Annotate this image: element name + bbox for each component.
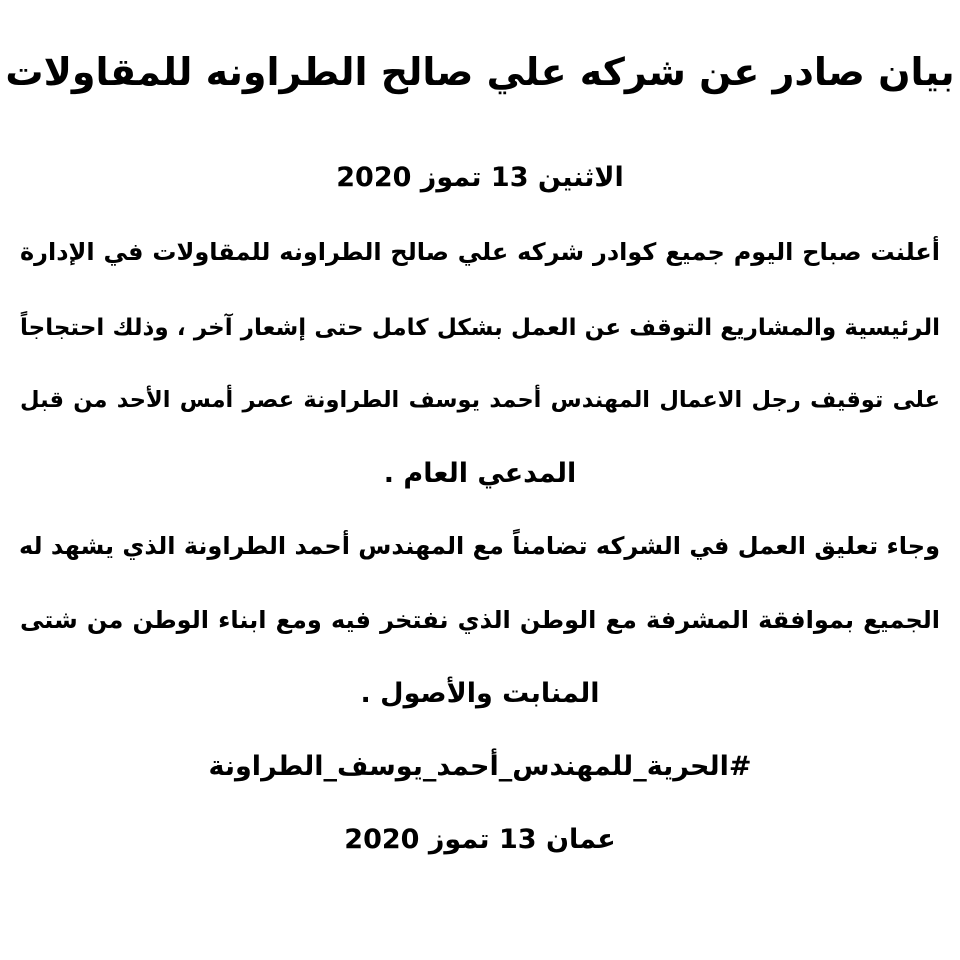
paragraph-2-line-1: وجاء تعليق العمل في الشركه تضامناً مع المهندس أحمد الطراونة الذي يشهد له xyxy=(18,532,940,560)
paragraph-1-line-4: المدعي العام . xyxy=(383,458,577,489)
paragraph-2-line-3: المنابت والأصول . xyxy=(360,678,600,709)
paragraph-2-line-2: الجميع بموافقة المشرفة مع الوطن الذي نفتخر فيه ومع ابناء الوطن من شتى xyxy=(20,606,940,634)
paragraph-1-line-1: أعلنت صباح اليوم جميع كوادر شركه علي صالح الطراونه للمقاولات في الإدارة xyxy=(20,238,940,266)
paragraph-1-line-2: الرئيسية والمشاريع التوقف عن العمل بشكل كامل حتى إشعار آخر ، وذلك احتجاجاً xyxy=(20,315,940,341)
statement-title: بيان صادر عن شركه علي صالح الطراونه للمقاولات xyxy=(5,50,955,94)
date-line: الاثنين 13 تموز 2020 xyxy=(336,162,624,193)
hashtag: #الحرية_للمهندس_أحمد_يوسف_الطراونة xyxy=(208,751,752,782)
paragraph-1-line-3: على توقيف رجل الاعمال المهندس أحمد يوسف الطراونة عصر أمس الأحد من قبل xyxy=(20,387,940,413)
closing-place-date: عمان 13 تموز 2020 xyxy=(344,824,616,855)
